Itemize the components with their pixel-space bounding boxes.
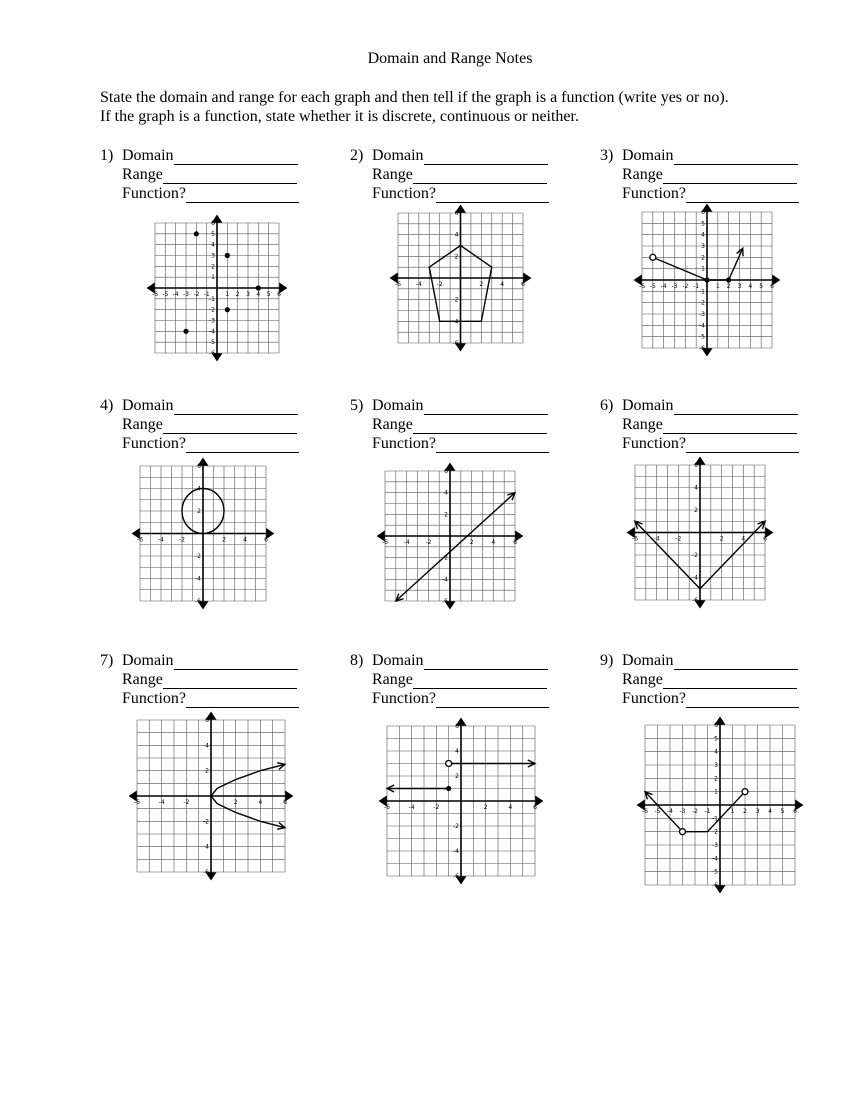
domain-label: Domain: [122, 397, 174, 414]
range-answer-line[interactable]: [413, 165, 547, 184]
x-tick-label: 4: [741, 535, 746, 543]
y-tick-label: 4: [211, 241, 215, 249]
x-tick-label: 2: [483, 804, 488, 811]
axes: [391, 206, 530, 350]
function-field: [372, 434, 549, 453]
y-tick-label: 5: [211, 230, 215, 238]
x-tick-label: 2: [222, 536, 226, 544]
function-field: [622, 184, 799, 203]
domain-answer-line[interactable]: [674, 651, 798, 670]
y-tick-label: 6: [694, 462, 698, 469]
y-tick-label: -2: [453, 823, 459, 830]
x-tick-label: -5: [654, 808, 661, 815]
x-tick-label: 2: [479, 281, 484, 288]
x-tick-label: 4: [500, 281, 505, 288]
instruction-line-2: If the graph is a function, state whether it is discrete, continuous or neither.: [100, 108, 579, 125]
range-label: Range: [122, 671, 163, 688]
range-answer-line[interactable]: [663, 165, 797, 184]
x-tick-label: 2: [469, 539, 474, 546]
x-tick-label: -2: [183, 799, 190, 806]
y-tick-label: -6: [203, 869, 209, 876]
range-answer-line[interactable]: [163, 670, 297, 689]
y-tick-label: 4: [694, 484, 698, 492]
domain-label: Domain: [622, 397, 674, 414]
x-tick-label: -6: [137, 536, 143, 544]
function-field: [122, 184, 299, 203]
closed-point: [704, 277, 709, 282]
x-tick-label: 2: [726, 283, 731, 290]
x-tick-label: 6: [283, 799, 287, 806]
x-tick-label: -1: [693, 283, 700, 290]
domain-label: Domain: [372, 397, 424, 414]
y-tick-label: 6: [714, 722, 718, 729]
x-tick-label: 4: [748, 283, 753, 290]
range-label: Range: [372, 416, 413, 433]
y-tick-label: 2: [444, 511, 448, 519]
range-label: Range: [122, 416, 163, 433]
function-answer-line[interactable]: [686, 689, 799, 708]
graph-segment: [729, 248, 743, 280]
range-answer-line[interactable]: [163, 165, 297, 184]
range-field: [622, 415, 797, 434]
x-tick-label: 6: [533, 804, 537, 811]
y-tick-label: -1: [209, 295, 215, 303]
x-tick-label: -6: [382, 539, 388, 546]
graph-4: [132, 458, 274, 609]
y-tick-label: -6: [442, 598, 448, 605]
range-field: [122, 415, 297, 434]
x-tick-label: -6: [642, 808, 648, 815]
x-tick-label: 5: [780, 808, 785, 815]
x-tick-label: 4: [256, 291, 261, 298]
function-answer-line[interactable]: [686, 184, 799, 203]
function-label: Function?: [372, 185, 436, 202]
range-answer-line[interactable]: [163, 415, 297, 434]
y-tick-label: -6: [452, 340, 459, 347]
y-tick-label: 5: [714, 735, 718, 743]
domain-answer-line[interactable]: [174, 651, 298, 670]
graph-segment: [645, 792, 683, 832]
domain-answer-line[interactable]: [424, 651, 548, 670]
closed-point: [256, 285, 261, 290]
domain-answer-line[interactable]: [674, 146, 798, 165]
y-tick-label: 1: [714, 788, 718, 796]
domain-answer-line[interactable]: [424, 396, 548, 415]
y-tick-label: -6: [209, 350, 215, 357]
y-tick-label: -4: [712, 855, 718, 863]
domain-answer-line[interactable]: [174, 396, 298, 415]
function-field: [122, 689, 299, 708]
range-label: Range: [372, 166, 413, 183]
x-tick-label: -2: [675, 535, 682, 543]
y-tick-label: -4: [203, 843, 209, 851]
x-tick-label: -2: [433, 804, 440, 811]
range-answer-line[interactable]: [663, 670, 797, 689]
range-answer-line[interactable]: [663, 415, 797, 434]
x-tick-label: -3: [183, 291, 189, 298]
page-title: Domain and Range Notes: [367, 50, 533, 67]
graph-2: [390, 205, 531, 351]
range-field: [122, 670, 297, 689]
x-tick-label: 3: [737, 283, 742, 290]
y-tick-label: 4: [205, 742, 209, 750]
x-tick-label: -6: [134, 799, 140, 806]
y-tick-label: 1: [701, 265, 705, 273]
x-tick-label: -5: [162, 291, 169, 298]
x-tick-label: -4: [408, 804, 415, 811]
x-tick-label: -2: [425, 539, 432, 546]
range-label: Range: [622, 671, 663, 688]
y-tick-label: -4: [195, 575, 201, 583]
y-tick-label: -4: [452, 318, 459, 326]
domain-label: Domain: [372, 147, 424, 164]
x-tick-label: -6: [384, 804, 390, 811]
x-tick-label: -4: [415, 281, 422, 288]
x-tick-label: -4: [660, 283, 667, 290]
range-field: [622, 670, 797, 689]
y-tick-label: -2: [712, 828, 718, 836]
x-tick-label: 2: [233, 799, 238, 806]
problem-number: 7): [100, 652, 114, 669]
y-tick-label: -5: [699, 333, 705, 341]
y-tick-label: 2: [714, 775, 718, 783]
x-tick-label: 1: [225, 291, 230, 298]
open-point: [680, 829, 686, 835]
axes: [148, 216, 286, 360]
y-tick-label: -5: [712, 868, 718, 876]
range-label: Range: [622, 416, 663, 433]
y-tick-label: -4: [699, 322, 705, 330]
y-tick-label: -4: [442, 576, 448, 584]
y-tick-label: -4: [209, 328, 215, 336]
graph-segment: [708, 792, 746, 832]
function-label: Function?: [122, 690, 186, 707]
domain-answer-line[interactable]: [674, 396, 798, 415]
x-tick-label: -1: [203, 291, 210, 298]
y-tick-label: 4: [444, 489, 448, 497]
range-field: [372, 415, 547, 434]
range-field: [122, 165, 297, 184]
function-field: [122, 434, 299, 453]
problem-number: 1): [100, 147, 114, 164]
function-field: [622, 434, 799, 453]
domain-field: [622, 396, 798, 415]
y-tick-label: -3: [209, 317, 215, 325]
x-tick-label: 4: [491, 539, 496, 546]
x-tick-label: 4: [243, 536, 247, 544]
instruction-line-1: State the domain and range for each graph and then tell if the graph is a function (write yes or no).: [100, 89, 729, 106]
problem-number: 4): [100, 397, 114, 414]
y-tick-label: -2: [699, 299, 705, 307]
graph-6: [627, 457, 773, 608]
y-tick-label: 2: [694, 507, 698, 514]
x-tick-label: 1: [730, 808, 735, 815]
y-tick-label: -6: [699, 345, 705, 352]
y-tick-label: 2: [701, 254, 705, 262]
range-answer-line[interactable]: [413, 415, 547, 434]
closed-point: [183, 329, 188, 334]
axes: [380, 719, 542, 883]
y-tick-label: -1: [712, 815, 718, 823]
x-tick-label: 4: [768, 808, 772, 815]
function-answer-line[interactable]: [686, 434, 799, 453]
x-tick-label: -5: [649, 283, 656, 290]
closed-point: [726, 277, 731, 282]
function-label: Function?: [622, 435, 686, 452]
domain-field: [122, 651, 298, 670]
x-tick-label: 6: [763, 535, 767, 543]
closed-point: [225, 307, 230, 312]
x-tick-label: -2: [179, 536, 185, 544]
y-tick-label: -2: [203, 818, 209, 826]
x-tick-label: 6: [513, 539, 517, 546]
graph-8: [379, 718, 543, 884]
x-tick-label: -6: [152, 291, 158, 298]
y-tick-label: -1: [699, 288, 705, 296]
y-tick-label: -3: [699, 311, 705, 318]
x-tick-label: 6: [264, 536, 268, 544]
domain-label: Domain: [372, 652, 424, 669]
function-field: [372, 689, 549, 708]
function-answer-line[interactable]: [186, 689, 299, 708]
problem-number: 8): [350, 652, 364, 669]
x-tick-label: 3: [755, 808, 760, 815]
range-label: Range: [372, 671, 413, 688]
x-tick-label: 5: [759, 283, 764, 290]
x-tick-label: 6: [277, 291, 281, 298]
y-tick-label: -2: [195, 553, 201, 560]
y-tick-label: 5: [701, 220, 705, 228]
x-tick-label: -4: [158, 799, 165, 806]
y-tick-label: -2: [442, 554, 448, 562]
function-field: [622, 689, 799, 708]
x-tick-label: 2: [743, 808, 747, 815]
domain-field: [622, 651, 798, 670]
domain-answer-line[interactable]: [424, 146, 548, 165]
x-tick-label: -4: [172, 291, 179, 298]
y-tick-label: 6: [205, 717, 209, 724]
open-point: [650, 254, 656, 260]
x-tick-label: -2: [692, 808, 698, 815]
y-tick-label: 4: [701, 231, 705, 239]
x-tick-label: 2: [719, 535, 724, 543]
y-tick-label: 4: [454, 231, 459, 239]
x-tick-label: -2: [682, 283, 689, 290]
y-tick-label: -6: [692, 597, 698, 604]
problem-number: 5): [350, 397, 364, 414]
domain-field: [372, 396, 548, 415]
domain-label: Domain: [622, 652, 674, 669]
range-label: Range: [622, 166, 663, 183]
function-label: Function?: [622, 185, 686, 202]
axes: [638, 718, 802, 892]
y-tick-label: 4: [197, 485, 201, 493]
axes: [628, 458, 772, 607]
y-tick-label: 3: [211, 252, 215, 260]
y-tick-label: 6: [454, 210, 459, 217]
graph-5: [377, 463, 523, 609]
x-tick-label: -4: [653, 535, 660, 543]
y-tick-label: -6: [453, 873, 459, 880]
domain-answer-line[interactable]: [174, 146, 298, 165]
y-tick-label: 2: [211, 263, 215, 271]
function-label: Function?: [372, 690, 436, 707]
domain-field: [622, 146, 798, 165]
range-field: [372, 670, 547, 689]
domain-field: [122, 396, 298, 415]
function-label: Function?: [372, 435, 436, 452]
y-tick-label: -2: [209, 306, 215, 314]
domain-label: Domain: [122, 147, 174, 164]
y-tick-label: -2: [452, 296, 459, 304]
y-tick-label: 2: [455, 773, 459, 780]
range-answer-line[interactable]: [413, 670, 547, 689]
y-tick-label: 1: [211, 274, 215, 282]
y-tick-label: -2: [692, 552, 698, 559]
function-answer-line[interactable]: [436, 184, 549, 203]
x-tick-label: 4: [258, 799, 263, 806]
function-answer-line[interactable]: [186, 434, 299, 453]
closed-point: [225, 253, 230, 258]
x-tick-label: -2: [436, 281, 443, 288]
range-label: Range: [122, 166, 163, 183]
y-tick-label: 4: [714, 748, 718, 756]
x-tick-label: -4: [158, 536, 164, 544]
y-tick-label: 2: [197, 508, 201, 515]
problem-number: 6): [600, 397, 614, 414]
x-tick-label: -6: [395, 281, 401, 288]
y-tick-label: 6: [701, 209, 705, 216]
axes: [378, 464, 522, 608]
function-field: [372, 184, 549, 203]
graph-3: [634, 204, 780, 356]
x-tick-label: 6: [770, 283, 774, 290]
x-tick-label: -3: [671, 283, 678, 290]
x-tick-label: -4: [403, 539, 410, 546]
range-field: [372, 165, 547, 184]
function-label: Function?: [122, 185, 186, 202]
x-tick-label: 2: [235, 291, 240, 298]
x-tick-label: -4: [667, 808, 673, 815]
problem-number: 3): [600, 147, 614, 164]
problem-number: 2): [350, 147, 364, 164]
y-tick-label: -6: [195, 598, 201, 605]
x-tick-label: -1: [704, 808, 711, 815]
y-tick-label: 3: [714, 762, 718, 769]
closed-point: [194, 231, 199, 236]
problem-number: 9): [600, 652, 614, 669]
x-tick-label: 4: [508, 804, 513, 811]
graph-7: [129, 712, 293, 880]
y-tick-label: 6: [455, 723, 459, 730]
x-tick-label: -2: [193, 291, 200, 298]
open-point: [446, 761, 452, 767]
y-tick-label: 2: [205, 767, 209, 775]
range-field: [622, 165, 797, 184]
x-tick-label: 6: [793, 808, 797, 815]
y-tick-label: -4: [453, 848, 459, 855]
x-tick-label: 6: [521, 281, 525, 288]
domain-field: [122, 146, 298, 165]
x-tick-label: 3: [246, 291, 250, 298]
x-tick-label: -6: [639, 283, 645, 290]
closed-point: [446, 786, 451, 791]
open-point: [742, 789, 748, 795]
y-tick-label: -6: [712, 882, 718, 889]
graph-1: [147, 215, 287, 361]
y-tick-label: 3: [701, 243, 705, 250]
domain-field: [372, 146, 548, 165]
x-tick-label: -3: [679, 808, 686, 815]
function-answer-line[interactable]: [186, 184, 299, 203]
domain-field: [372, 651, 548, 670]
y-tick-label: -4: [692, 574, 698, 582]
y-tick-label: 6: [211, 220, 215, 227]
y-tick-label: 6: [444, 468, 448, 475]
x-tick-label: -6: [632, 535, 638, 543]
domain-label: Domain: [122, 652, 174, 669]
domain-label: Domain: [622, 147, 674, 164]
function-label: Function?: [122, 435, 186, 452]
x-tick-label: 5: [266, 291, 271, 298]
function-label: Function?: [622, 690, 686, 707]
function-answer-line[interactable]: [436, 434, 549, 453]
graph-9: [637, 717, 803, 893]
y-tick-label: 4: [455, 748, 459, 755]
y-tick-label: -5: [209, 339, 215, 347]
function-answer-line[interactable]: [436, 689, 549, 708]
y-tick-label: 2: [454, 253, 459, 261]
y-tick-label: -3: [712, 842, 718, 849]
y-tick-label: 6: [197, 463, 201, 470]
x-tick-label: 1: [715, 283, 720, 290]
